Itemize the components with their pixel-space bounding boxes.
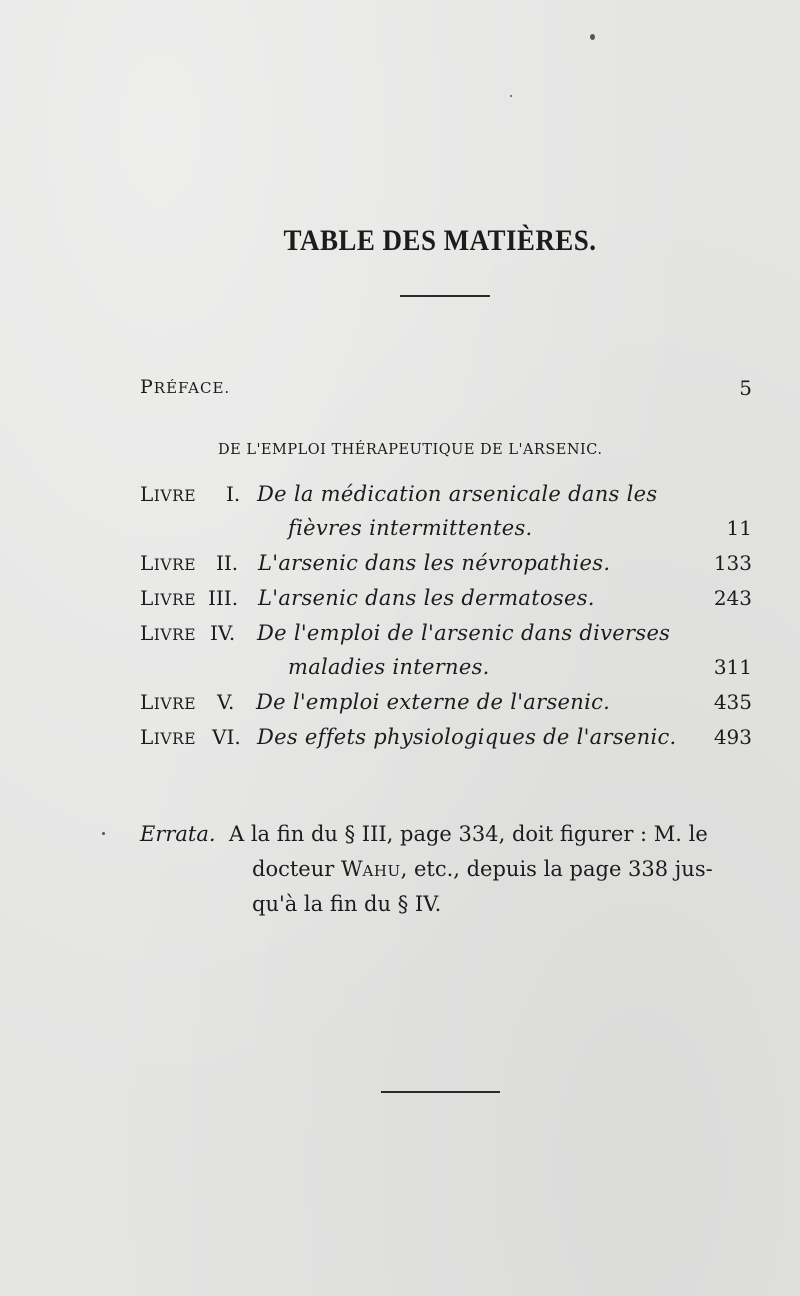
title-rule — [400, 295, 490, 297]
toc-entry-livre-4-continuation — [140, 655, 752, 689]
preface-initial: P — [140, 376, 154, 398]
entry-page-number: 243 — [713, 586, 752, 610]
entry-title: De l'emploi externe de l'arsenic. — [256, 690, 611, 714]
entry-title: De la médication arsenicale dans les — [257, 482, 658, 506]
toc-entry-livre-3 — [140, 586, 752, 620]
toc-entry-livre-1 — [140, 482, 752, 516]
entry-title: L'arsenic dans les névropathies. — [258, 551, 611, 575]
entry-title: Des effets physiologiques de l'arsenic. — [257, 725, 677, 749]
end-rule — [381, 1091, 500, 1093]
page-title: TABLE DES MATIÈRES. — [283, 224, 597, 257]
entry-page-number: 311 — [713, 655, 752, 679]
errata-label: Errata. — [140, 822, 216, 846]
livre-numeral: IV. — [210, 621, 236, 645]
paper-speck — [102, 832, 105, 835]
section-heading: DE L'EMPLOI THÉRAPEUTIQUE DE L'ARSENIC. — [218, 442, 603, 458]
livre-label: LIVRE — [140, 551, 197, 575]
entry-page-number: 11 — [726, 516, 752, 540]
toc-entry-livre-1-continuation — [140, 516, 752, 550]
toc-entry-livre-6 — [140, 725, 752, 759]
toc-entry-livre-4 — [140, 621, 752, 655]
entry-page-number: 435 — [713, 690, 752, 714]
preface-rest: RÉFACE. — [153, 379, 231, 397]
paper-speck — [510, 95, 512, 97]
preface-page-number: 5 — [739, 376, 752, 400]
livre-numeral: I. — [226, 482, 241, 506]
errata-name: WAHU — [340, 857, 401, 881]
livre-numeral: II. — [216, 551, 239, 575]
livre-numeral: V. — [217, 690, 235, 714]
toc-entry-livre-5 — [140, 690, 752, 724]
livre-label: LIVRE — [140, 482, 197, 506]
toc-entry-livre-2 — [140, 551, 752, 585]
entry-title-continuation: maladies internes. — [288, 655, 490, 679]
livre-label: LIVRE — [140, 690, 197, 714]
livre-label: LIVRE — [140, 621, 197, 645]
entry-title: L'arsenic dans les dermatoses. — [258, 586, 595, 610]
livre-numeral: VI. — [212, 725, 241, 749]
livre-numeral: III. — [208, 586, 239, 610]
livre-label: LIVRE — [140, 725, 197, 749]
entry-page-number: 493 — [713, 725, 752, 749]
livre-label: LIVRE — [140, 586, 197, 610]
entry-page-number: 133 — [713, 551, 752, 575]
paper-speck — [590, 34, 595, 40]
entry-title: De l'emploi de l'arsenic dans diverses — [257, 621, 671, 645]
errata-line-2: docteur WAHU, etc., depuis la page 338 jus- — [252, 857, 713, 881]
entry-title-continuation: fièvres intermittentes. — [288, 516, 533, 540]
errata-line-3: qu'à la fin du § IV. — [252, 892, 442, 916]
preface-label — [140, 376, 230, 398]
errata-line-1: A la fin du § III, page 334, doit figurer : M. le — [229, 822, 708, 846]
